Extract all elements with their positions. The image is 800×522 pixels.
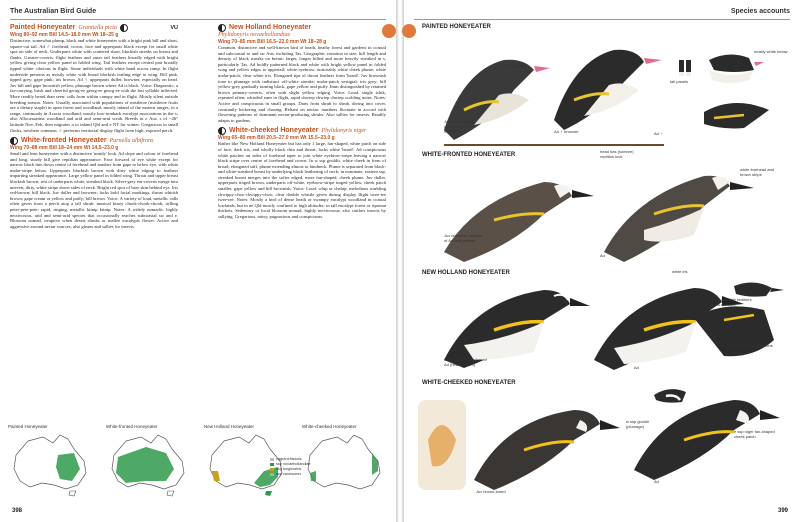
australia-map-icon (8, 431, 94, 497)
plate-title: NEW HOLLAND HONEYEATER (422, 270, 510, 276)
right-page (404, 0, 800, 522)
plate-caption: Juv brown-toned upperparts, gape/bill (444, 119, 474, 134)
page-number-right: 399 (777, 508, 788, 514)
plate-title: WHITE-CHEEKED HONEYEATER (422, 380, 516, 386)
plate-caption: head has (sombre) reptilian look (600, 149, 634, 159)
plate-caption: white tips to tail feathers (730, 343, 773, 348)
map-legend (270, 457, 311, 477)
species-measurements: Wing 70–85 mm Bill 16.5–22.0 mm Wt 18–28 g (218, 39, 327, 45)
distribution-map (106, 424, 192, 504)
plate-caption: Juv brownish shadow of Ad face pattern (444, 233, 483, 243)
plate-caption: w ssp gouldii (plumage) (626, 419, 649, 429)
species-heading-sci (218, 31, 386, 39)
gutter (396, 0, 404, 522)
plate-caption: Ad (654, 479, 659, 484)
distribution-map (302, 424, 388, 504)
plate-caption: Ad (634, 365, 639, 370)
australia-map-icon (106, 431, 192, 497)
map-label: Painted Honeyeater (8, 424, 48, 429)
species-name: White-fronted Honeyeater (21, 137, 107, 145)
plate-caption: Ad ♀ browner (554, 129, 579, 134)
species-name: White-cheeked Honeyeater (229, 127, 319, 135)
species-measurements: Wing 70–88 mm Bill 18–24 mm Wt 14.5–23.0 g (10, 145, 119, 152)
plate-title: PAINTED HONEYEATER (422, 24, 491, 30)
species-scientific-name: Grantiella picta (78, 25, 117, 31)
species-measurements: Wing 65–80 mm Bill 20.5–27.0 mm Wt 15.5–23.0 g (218, 135, 335, 142)
text-column-1 (10, 24, 178, 233)
species-name: New Holland Honeyeater (229, 24, 312, 31)
legend-entry: vagrant/historic (276, 457, 302, 461)
plate-caption: mostly white below (754, 49, 788, 54)
plate-caption: white forehead and brown stripe (740, 167, 775, 177)
left-page (0, 0, 397, 522)
plate-caption: Ad ♂ (flower) (502, 63, 526, 68)
plate-caption: tail panels (670, 79, 689, 84)
status-half-circle-icon (218, 127, 226, 135)
species-scientific-name: Phylidonyris niger (321, 128, 367, 135)
species-description: Common, distinctive and well-known bird of heath, heathy forest and gardens in coastal and subcoastal se and sw Aus, including Tas. Geographic variation in size, bill length and density of black streaks on breast: larger, longer billed and more heavily streaked in s, particularly Tas. Ad boldly patterned black and white with bright yellow panel in folded wing and yellow edges to uppertail; white eyebrow; noticeably white cheek plume; white malar-patch; clear white iris. Elongated tips of throat feathers form 'beard'. Juv brownish tone to plumage with indistinct off-white streaks; malar-patch vestigial; iris grey; bill yellow-grey gradually turning black, gape yellow and puffy. Imm distinguished by retained brown primary-coverts, often with slight yellow edging. Voice: Loud, single tchik, repeated often; whistled zuee in flight, rapid chwiep chwiep chwiep scolding notes. Notes: Active and conspicuous in small groups. Darts from shrub to shrub, diving into cover, constantly bickering and chasing. Reliant on nectar: numbers fluctuate in accord with flowering patterns of dominant nectar-producing shrubs. Also sallies for insects. Readily adapts to gardens. (218, 45, 386, 123)
text-column-2 (218, 24, 386, 224)
plate-caption: white iris (672, 269, 688, 274)
species-name: Painted Honeyeater (10, 24, 76, 31)
map-label: White-cheeked Honeyeater (302, 424, 357, 429)
plate-caption: Juv brownish shadow of Ad (head pattern) (444, 357, 487, 367)
plate-caption: Juv brown-toned (476, 489, 506, 494)
species-scientific-name: Purnella albifrons (109, 138, 154, 145)
legend-entry: ssp novaehollandiae (276, 462, 311, 466)
plate-title: WHITE-FRONTED HONEYEATER (422, 152, 516, 158)
species-scientific-name: Phylidonyris novaehollandiae (218, 32, 291, 38)
new-holland-honeyeater-illustration (444, 282, 784, 370)
bird-illustrations (404, 0, 800, 522)
species-heading (10, 137, 178, 145)
running-header-right: Species accounts (730, 8, 790, 15)
distribution-map (8, 424, 94, 504)
australia-map-icon (302, 431, 388, 497)
page-number-left: 398 (12, 508, 23, 514)
white-fronted-honeyeater-illustration (444, 176, 754, 262)
plate-caption: Ad (600, 253, 605, 258)
status-half-circle-icon (120, 24, 128, 32)
distribution-maps (8, 424, 388, 504)
species-description: Rather like New Holland Honeyeater but has only 1 large, fan-shaped, white patch on side of face, dark iris, and wholly black chin and throat; lacks white 'beard'. Ad conspicuous white patches on sides of forehead taper to join white eyebrow-stripe leaving a narrow black stripe over centre of forehead and crown. In w ssp gouldii, white cheek in form of broad, elongated stiff, plume extending almost to hindneck. Plume is separated from black- and white-streaked breast by underlying black feathering of neck; in nominate, eastern ssp, streaked breast merges into the softer edged, more fan-shaped, cheek plume. Juv duller, upperparts tinged brown, underparts off-white, eyebrow-stripe tinged yellow, cheek patch smaller, gape yellow and bill brownish. Voice: Loud, whip or chalup; melodious warbling chwippy-choo-chwippy-choo; clear double whistle given during display flight twee-tee twee-tee. Notes: Mostly a bird of dense heath or swampy eucalypt woodland in coastal lowlands, but in ne Qld mostly confined to high altitudes: in tall eucalypt forest or riparian thickets. Sedentary or local blossom nomad, highly nectivorous; also catches insects by sallying. Gregarious, noisy, pugnacious and conspicuous. (218, 141, 386, 220)
species-heading (218, 127, 386, 135)
header-rule (10, 19, 386, 20)
legend-entry: ssp longirostris (276, 467, 302, 471)
section-tab-icon (382, 24, 396, 38)
plate-caption: Ad ♂ (654, 131, 664, 136)
conservation-status: VU (170, 25, 178, 31)
species-description: Small and lean honeyeater with a distinctive 'untidy' look. Ad slope and colour of forehead and long, sturdy bill give reptilian appearance. Face forward of eye white except for narrow black line down centre of forehead and another from gape to below eye, with white malar-stripe below. Upperparts blackish brown with dirty white edging to feathers imparting streaked appearance. Large yellow panel in folded wing. Throat and upper breast blackish brown; rest of underparts white, streaked black. Silver-grey ear-coverts merge into uneven, dirty, white stripe down sides of neck. Bright red spot of bare skin behind eye. Iris red-brown; bill black. Juv duller and browner; lacks bold facial markings, throat whitish brown; gape cream or yellow and puffy; bill brown. Voice: A variety of loud, metallic calls often given from a perch atop a tall shrub: musical kinoy chook-chook-chook; trilling peter-pete-pete; rapid, ringing, metallic kitnip kitnip. Notes: A widely nomadic, highly nectivorous, arid and semi-arid species that occasionally reaches subcoastal sw and e. Blossom nomad, irruptive when desert shrubs or mallee eucalypts flower. Active and aggressive around nectar sources, also gleans and sallies for insects. (10, 151, 178, 229)
species-measurements: Wing 80–92 mm Bill 14.5–18.0 mm Wt 18–25 g (10, 32, 119, 38)
plate-caption: throat has little feathers forms a 'beard' (710, 297, 752, 307)
species-heading (10, 24, 178, 32)
map-label: White-fronted Honeyeater (106, 424, 158, 429)
painted-honeyeater-illustration (444, 50, 769, 145)
species-description: Distinctive, somewhat plump, black and white honeyeater with a bright pink bill and short, square-cut tail. Ad ♂ forehead, crown, face and upperparts black except for small white spot on side of neck. Underparts white with scattered short, blackish streaks on breast and flanks. Greater-coverts, flight feathers and outer tail feathers broadly edged with bright yellow giving clear yellow panel in folded wing. Tail feathers except central pair broadly tipped white: obvious in flight. Some individuals with white band across rump. In flight underside presents as mostly white with broad blackish trailing edge to wing. Bill pink, tipped grey; gape pink; iris brown. Ad ♀ upperparts duller, browner, especially on head. Juv bill and gape brownish yellow, plumage brown where Ad is black. Voice: Diagnostic; a far-carrying, brisk and cheerful georg-ee georg-ee georg-ee with the last syllable inflected. More readily heard than seen: calls from within canopy and in flight. Mostly silent outside breeding season. Notes: Usually associated with populations of mistletoe (mistletoe fruits are a dietary staple) in open forest and woodland, mostly inland of the eastern ranges, in a range, commonly in Acacia woodland; mostly box-ironbark eucalypt associations in the s; also Allocasuarina woodland and arid and semi-arid scrub. Breeds in e Aus, s of ~26° latitude Nov–Feb, then migrates n to inland Qld and e NT for winter. Gregarious in small flocks, nowhere common. ♂ performs territorial display flight from high, exposed perch. (10, 38, 178, 133)
white-cheeked-honeyeater-illustration (418, 389, 780, 490)
map-label: New Holland Honeyeater (204, 424, 255, 429)
plate-caption: e ssp niger fan-shaped cheek patch (734, 429, 775, 439)
status-half-circle-icon (10, 137, 18, 145)
legend-entry: ssp canescens (276, 472, 302, 476)
running-header-left: The Australian Bird Guide (10, 8, 97, 15)
